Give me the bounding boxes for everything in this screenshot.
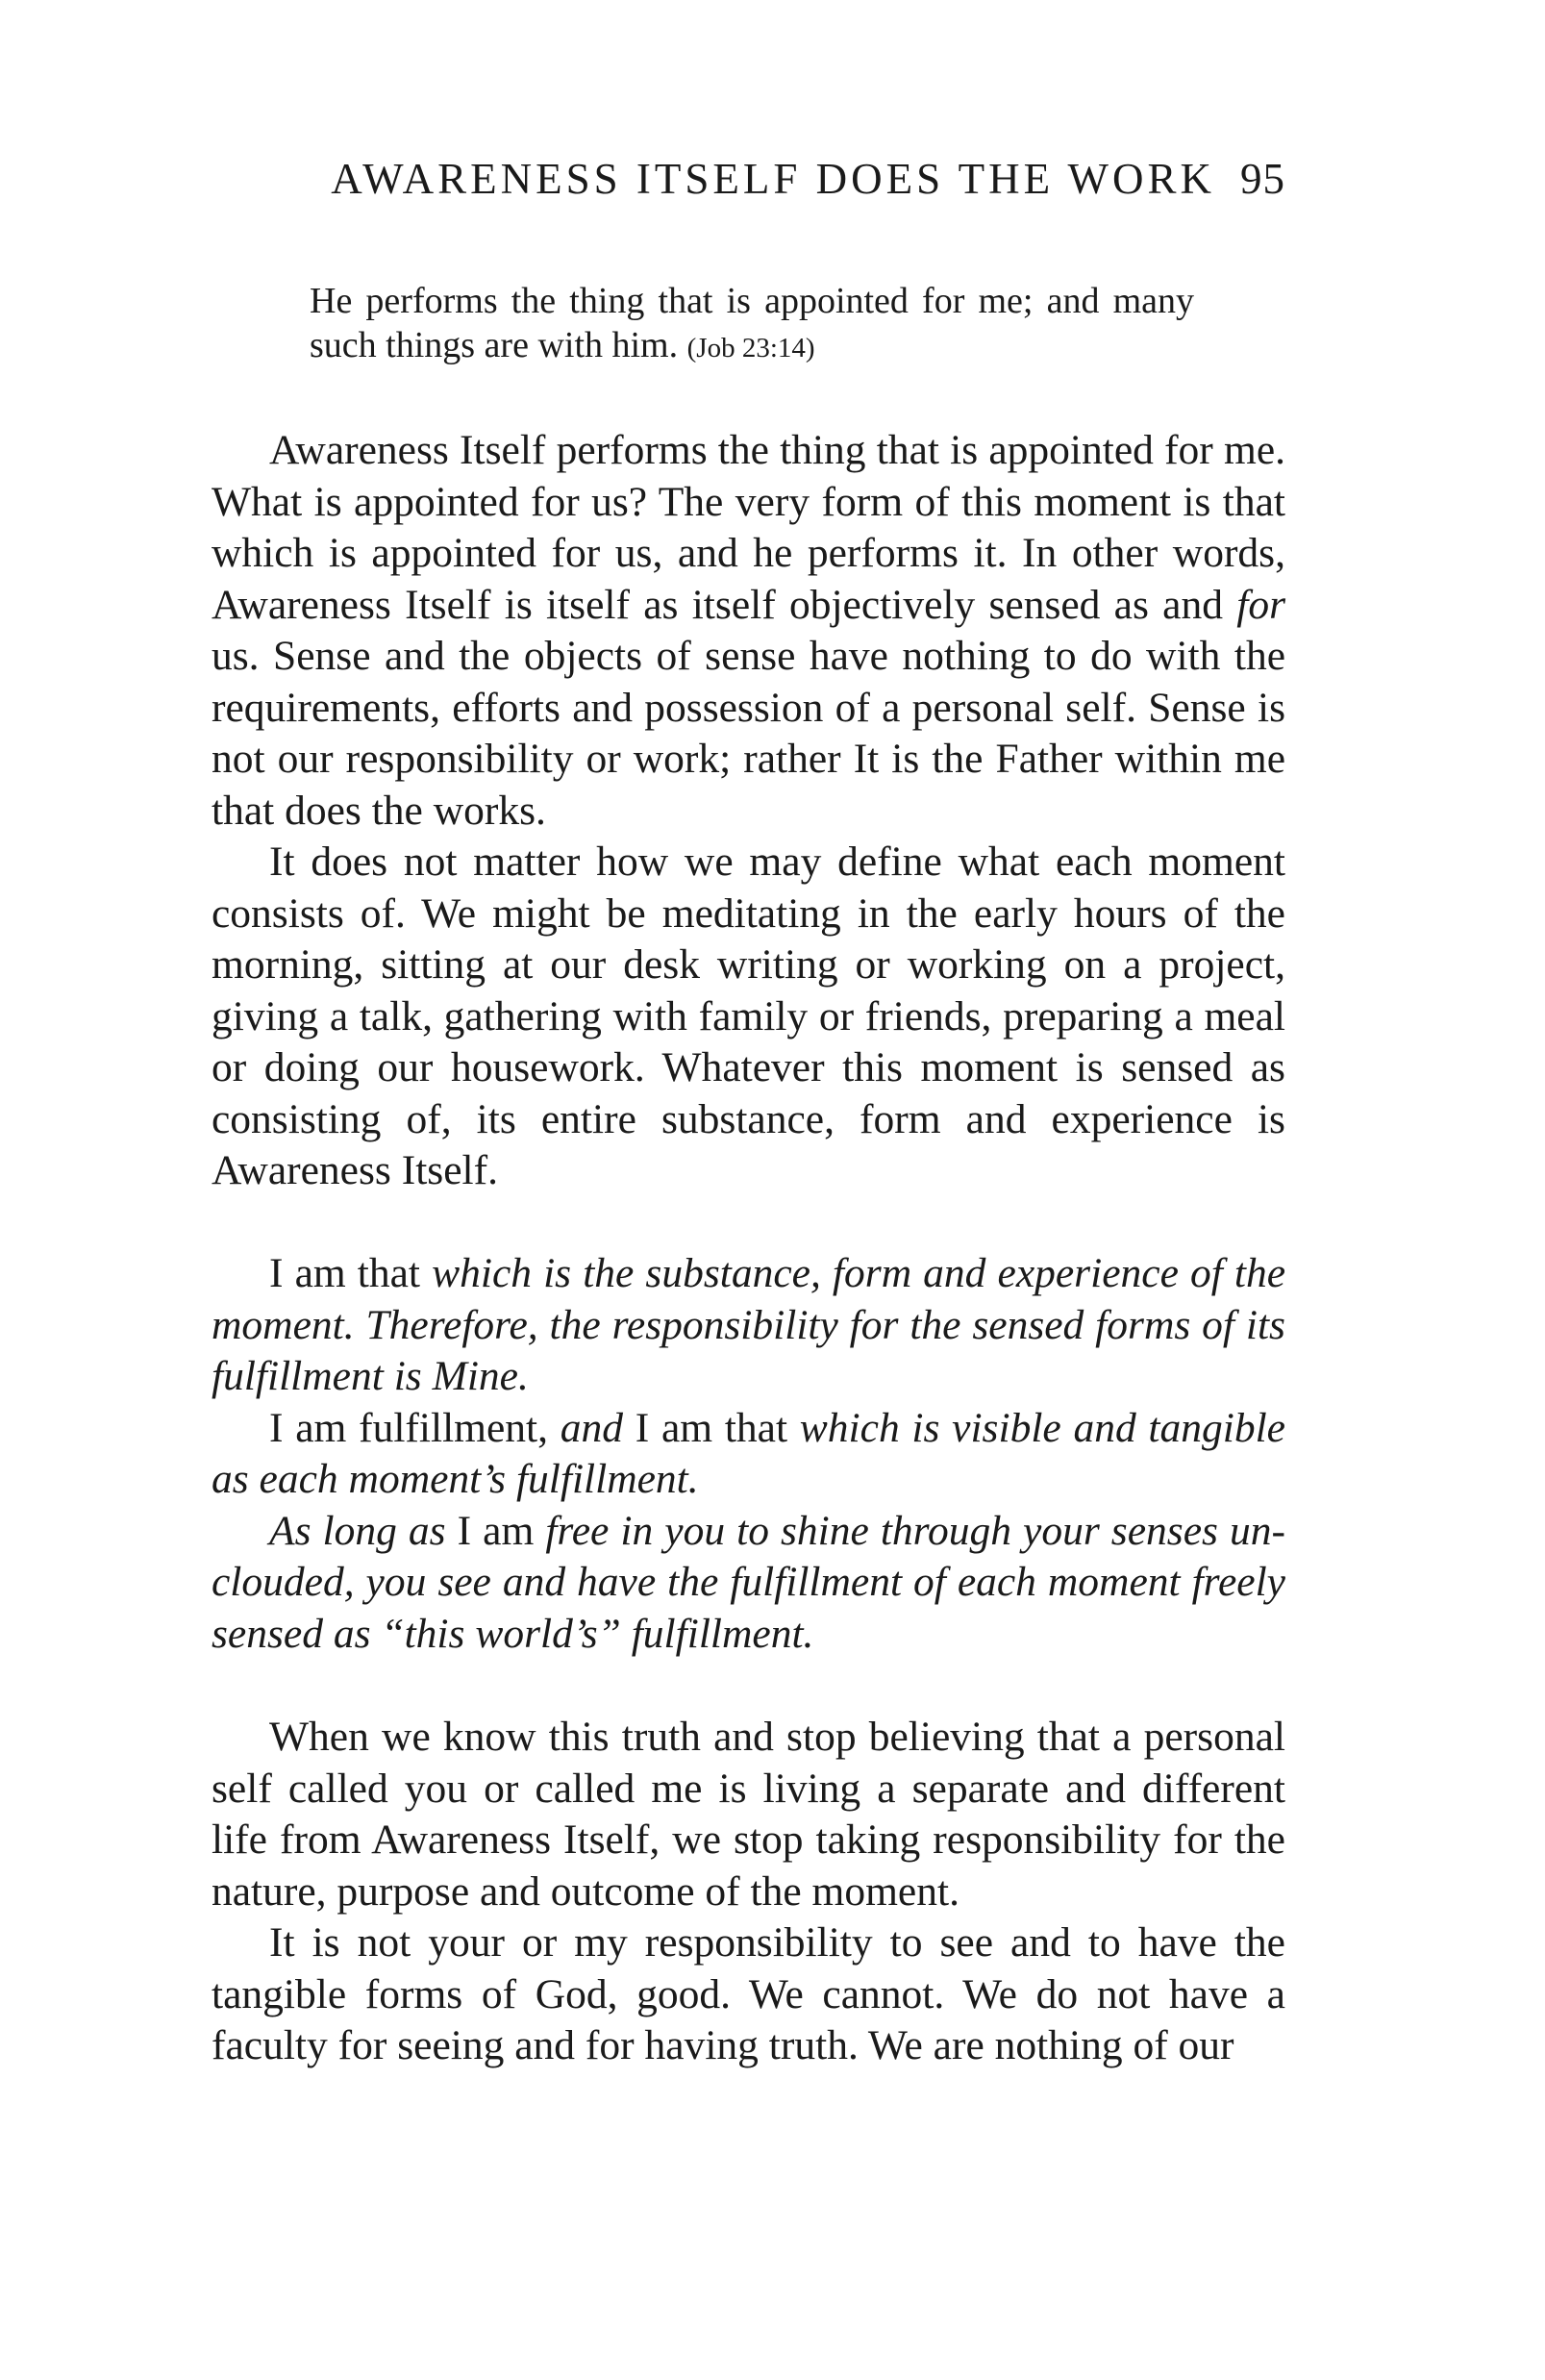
emphasis: and: [560, 1404, 623, 1451]
emphasis: free in you to shine through your senses unclouded, you see and have the fulfillment of each moment freely sensed as “this world’s” fulfillment.: [212, 1507, 1285, 1657]
paragraph: [212, 1403, 1285, 1506]
paragraph: It does not matter how we may define what each moment consists of. We might be meditating in the early hours of the morning, sitting at our desk writing or working on a project, giving a talk, gathering with family or friends, preparing a meal or doing our housework. Whatever this moment is sensed as consisting of, its entire substance, form and experience is Awareness Itself.: [212, 839, 1285, 1193]
paragraph: [212, 1248, 1285, 1403]
paragraph-text: I am fulfillment,: [269, 1404, 561, 1451]
chapter-title: AWARENESS ITSELF DOES THE WORK: [331, 155, 1215, 203]
epigraph-citation: (Job 23:14): [686, 333, 815, 363]
paragraph-text: Awareness Itself performs the thing that is appointed for me. What is appointed for us? The very form of this moment is that which is appointed for us, and he performs it. In other words, Awareness Itself is itself as itself objectively sensed as and: [212, 427, 1285, 628]
paragraph: It is not your or my responsibility to see and to have the tangible forms of God, good. We cannot. We do not have a faculty for seeing and for having truth. We are nothing of our: [212, 1919, 1285, 2068]
paragraph-text: I am that: [269, 1250, 433, 1296]
emphasis: which is the substance, form and experience of the moment. Therefore, the responsibility for the sensed forms of its fulfillment is Mine.: [212, 1250, 1286, 1399]
emphasis: for: [1236, 581, 1285, 628]
paragraph-text: I am: [445, 1507, 546, 1554]
paragraph: [212, 425, 1285, 837]
running-header: [212, 154, 1285, 204]
paragraph-text: us. Sense and the objects of sense have nothing to do with the requirements, efforts and possession of a personal self. Sense is not our responsibility or work; rather It is the Father within me that does the works.: [212, 633, 1285, 834]
paragraph-text: I am that: [623, 1404, 800, 1451]
paragraph: [212, 1506, 1285, 1661]
body-text-block-3: [212, 1712, 1285, 2072]
paragraph: When we know this truth and stop believing that a personal self called you or called me is living a separate and different life from Awareness Itself, we stop taking responsibility for the nature, purpose and outcome of the moment.: [212, 1714, 1285, 1915]
emphasis: which is visible and tangible as each moment’s fulfillment.: [212, 1404, 1285, 1502]
body-text-block-1: [212, 425, 1285, 1197]
emphasis: As long as: [269, 1507, 446, 1554]
body-text-block-2: [212, 1248, 1285, 1660]
page-number: 95: [1240, 155, 1285, 203]
epigraph-text: He performs the thing that is appointed for me; and many such things are with him.: [310, 281, 1194, 365]
epigraph-quote: [310, 279, 1194, 370]
